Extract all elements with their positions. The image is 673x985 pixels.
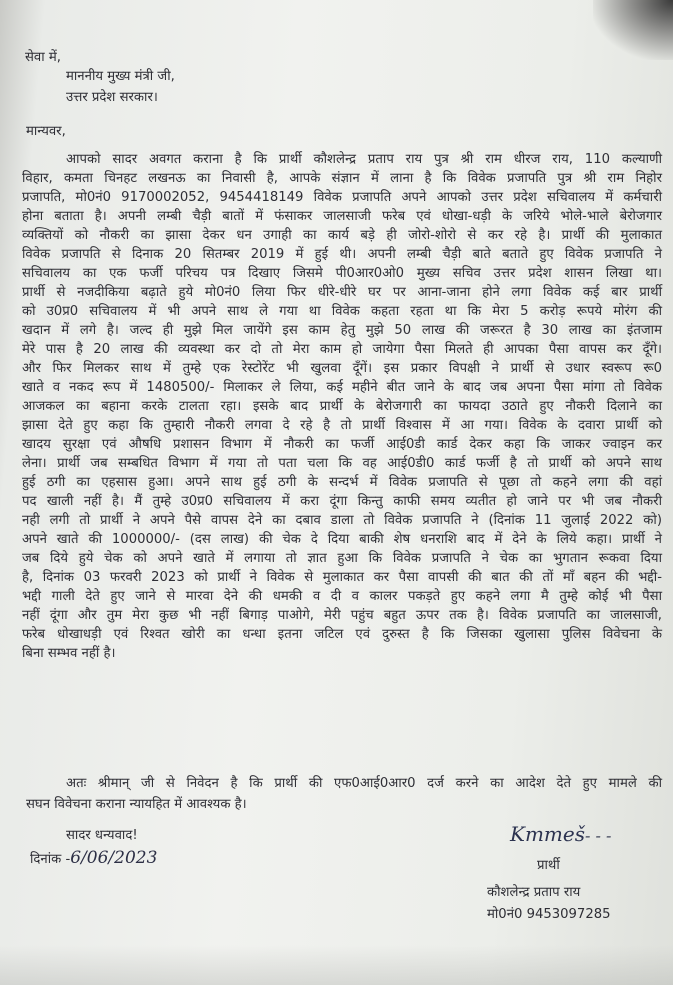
body-line: खाते व नकद रूप में 1480500/- मिलाकर ले लिया, कई महीने बीत जाने के बाद जब अपना पैसा मांगा तो विवेक	[22, 380, 662, 395]
body-line: को उ0प्र0 सचिवालय में भी अपने साथ ले गया था विवेक कहता रहता था कि मेरा 5 करोड़ रूपये मोरंग की	[22, 304, 662, 319]
body-line: नहीं दूंगा और तुम मेरा कुछ भी नहीं बिगाड़ पाओगे, मेरी पहुंच बहुत ऊपर तक है। विवेक प्रजापति का जालसाजी,	[22, 608, 662, 623]
body-line: आजकल का बहाना करके टालता रहा। इसके बाद प्रार्थी के बेरोजगारी का फायदा उठाते हुए नौकरी दिलाने का	[22, 399, 662, 414]
salutation-to: सेवा में,	[25, 50, 61, 65]
body-line: अपने खाते की 1000000/- (दस लाख) की चेक दे दिया बाकी शेष धनराशि बाद में देने के लिये कहा। प्रार्थी ने	[22, 532, 662, 547]
corner-shadow	[593, 0, 673, 60]
body-line: खदान में लगे है। जल्द ही मुझे मिल जायेंगे इस काम हेतु मुझे 50 लाख की जरूरत है 30 लाख का इंतजाम	[22, 323, 662, 338]
signature-trail: - - -	[584, 826, 612, 845]
body-line: खादय सुरक्षा एवं औषधि प्रशासन विभाग में नौकरी का फर्जी आई0डी कार्ड देकर कहा कि जाकर ज्वाइन कर	[22, 437, 662, 452]
signature-scribble: Kmmeš	[510, 822, 585, 846]
body-line: है, दिनांक 03 फरवरी 2023 को प्रार्थी ने विवेक से मुलाकात कर पैसा वापसी की बात की तों माँ बहन की भद्दी-	[22, 570, 662, 585]
request-line: अतः श्रीमान् जी से निवेदन है कि प्रार्थी की एफ0आई0आर0 दर्ज करने का आदेश देते हुए मामले की	[66, 776, 662, 791]
body-line: मेरे पास है 20 लाख की व्यवस्था कर दो तो मेरा काम हो जायेगा पैसा मिलते ही आपका पैसा वापस कर दूँगे।	[22, 342, 662, 357]
body-line: विहार, कमता चिनहट लखनऊ का निवासी है, आपके संज्ञान में लाना है कि विवेक प्रजापति पुत्र श्री राम निहोर	[22, 171, 662, 186]
salutation-government: उत्तर प्रदेश सरकार।	[66, 90, 158, 105]
body-line: हुई ठगी का एहसास हुआ। अपने साथ हुई ठगी के सन्दर्भ में विवेक प्रजापति से पूछा तो कहने लगा की वहां	[22, 475, 662, 490]
signature	[510, 822, 611, 846]
body-line: जब दिये हुये चेक को अपने खाते में लगाया तो ज्ञात हुआ कि विवेक प्रजापति ने चेक का भुगतान रूकवा दिया	[22, 551, 662, 566]
date-line	[30, 850, 157, 868]
body-line: और फिर मिलकर साथ में तुम्हे एक रेस्टोरेंट भी खुलवा दूँगें। इस प्रकार विपक्षी ने प्रार्थी से उधार स्वरूप रू0	[22, 361, 662, 376]
body-line: पद खाली नहीं है। मैं तुम्हे उ0प्र0 सचिवालय में करा दूंगा किन्तु काफी समय व्यतीत हो जाने पर भी जब नौकरी	[22, 494, 662, 509]
signatory-name: कौशलेन्द्र प्रताप राय	[487, 885, 581, 900]
body-line: सचिवालय का एक फर्जी परिचय पत्र दिखाए जिसमे पी0आर0ओ0 मुख्य सचिव उत्तर प्रदेश शासन लिखा था।	[22, 266, 662, 281]
body-line: लेना। प्रार्थी जब सम्बधित विभाग में गया तो पता चला कि वह आई0डी0 कार्ड फर्जी है तो प्रार्थी को अपने साथ	[22, 456, 662, 471]
date-label: दिनांक -	[30, 852, 71, 867]
body-line: प्रजापति, मो0नं0 9170002052, 9454418149 विवेक प्रजापति अपने आपको उत्तर प्रदेश सचिवालय में कर्मचारी	[22, 190, 662, 205]
request-line: सघन विवेचना कराना न्यायहित में आवश्यक है।	[26, 797, 247, 812]
body-line: भद्दी गाली देते हुए जाने से मारवा देने की धमकी व दी व कालर पकड़ते हुए कहने लगा मै तुम्हे कोई भी पैसा	[22, 589, 662, 604]
date-value: 6/06/2023	[70, 848, 158, 868]
body-line: झासा देते हुए कहा कि तुम्हारी नौकरी लगवा दे रहे है तो प्रार्थी विश्वास में आ गया। विवेक के दवारा प्रार्थी को	[22, 418, 662, 433]
body-line: होना बताता है। अपनी लम्बी चैड़ी बातों में फंसाकर जालसाजी फरेब एवं धोखा-धड़ी के जरिये भोले-भाले बेरोजगार	[22, 209, 662, 224]
body-line: प्रार्थी से नजदीकिया बढ़ाते हुये मो0नं0 लिया फिर धीरे-धीरे घर पर आना-जाना होने लगा विवेक कई बार प्रार्थी	[22, 285, 662, 300]
closing-thanks: सादर धन्यवाद!	[66, 828, 138, 843]
salutation-addressee: माननीय मुख्य मंत्री जी,	[66, 69, 175, 84]
greeting: मान्यवर,	[26, 124, 66, 139]
body-line: विवेक प्रजापति से दिनाक 20 सितम्बर 2019 में हुई थी। अपनी लम्बी चैड़ी बाते बताते हुए विवेक प्रजापति ने	[22, 247, 662, 262]
signatory-mobile: मो0नं0 9453097285	[487, 907, 611, 922]
body-line: व्यक्तियों को नौकरी का झासा देकर धन उगाही का कार्य बड़े ही जोरो-शोरो से कर रहे है। प्रार्थी की मुलाकात	[22, 228, 662, 243]
body-line: फरेब धोखाधड़ी एवं रिश्वत खोरी का धन्धा इतना जटिल एवं दुरुस्त है कि जिसका खुलासा पुलिस विवेचना के	[22, 627, 662, 642]
body-line: बिना सम्भव नहीं है।	[22, 646, 116, 661]
body-line: आपको सादर अवगत कराना है कि प्रार्थी कौशलेन्द्र प्रताप राय पुत्र श्री राम धीरज राय, 110 कल्याणी	[66, 152, 662, 167]
signature-role: प्रार्थी	[537, 858, 560, 873]
bottom-shadow	[0, 945, 673, 985]
body-line: नही लगी तो प्रार्थी ने अपने पैसे वापस देने का दबाव डाला तो विवेक प्रजापति ने (दिनांक 11 जुलाई 2022 को)	[22, 513, 662, 528]
